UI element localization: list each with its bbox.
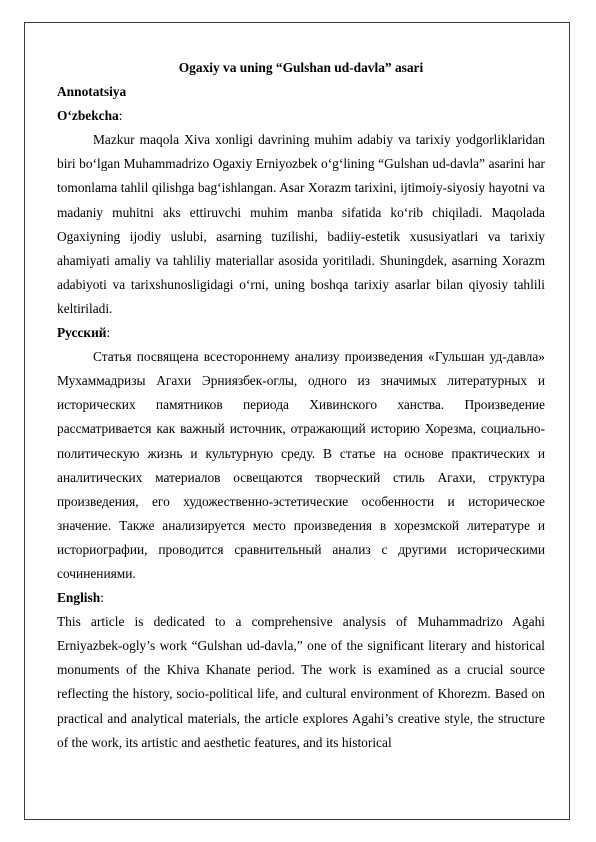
section-label-russian: Русский [57,325,107,341]
annotation-heading: Annotatsiya [57,84,127,100]
abstract-uzbek: Mazkur maqola Xiva xonligi davrining muhim adabiy va tarixiy yodgorliklaridan biri boʻlgan Muhammadrizo Ogaxiy Erniyozbek oʻgʻlining “Gulshan ud-davla” asarini har tomonlama tahlil qilishga bagʻishlangan. Asar Xorazm tarixini, ijtimoiy-siyosiy hayotni va madaniy muhitni aks ettiruvchi muhim manba sifatida koʻrib chiqiladi. Maqolada Ogaxiyning ijodiy uslubi, asarning tuzilishi, badiiy-estetik xususiyatlari va tarixiy ahamiyati amaliy va tahliliy materiallar asosida yoritiladi. Shuningdek, asarning Xorazm adabiyoti va tarixshunosligidagi oʻrni, uning boshqa tarixiy asarlar bilan qiyosiy tahlili keltiriladi. [57,132,545,316]
document-body [57,56,545,755]
article-title: Ogaxiy va uning “Gulshan ud-davla” asari [178,60,424,75]
section-english: English: This article is dedicated to a comprehensive analysis of Muhammadrizo Agahi Erniyazbek-ogly’s work “Gulshan ud-davla,” one of the significant literary and historical monuments of the Khiva Khanate period. The work is examined as a crucial source reflecting the history, socio-political life, and cultural environment of Khorezm. Based on practical and analytical materials, the article explores Agahi’s creative style, the structure of the work, its artistic and aesthetic features, and its historical [57,586,545,755]
section-label-uzbek: Oʻzbekcha [57,108,119,124]
section-label-english: English [57,590,101,606]
section-russian: Русский: Статья посвящена всестороннему анализу произведения «Гульшан уд-давла» Мухаммадризы Агахи Эрниязбек-оглы, одного из значимых литературных и исторических памятников периода Хивинского ханства. Произведение рассматривается как важный источник, отражающий историю Хорезма, социально-политическую жизнь и культурную среду. В статье на основе практических и аналитических материалов освещаются творческий стиль Агахи, структура произведения, его художественно-эстетические особенности и историческое значение. Также анализируется место произведения в хорезмской литературе и историографии, проводится сравнительный анализ с другими историческими сочинениями. [57,321,545,586]
abstract-russian: Статья посвящена всестороннему анализу произведения «Гульшан уд-давла» Мухаммадризы Агахи Эрниязбек-оглы, одного из значимых литературных и исторических памятников периода Хивинского ханства. Произведение рассматривается как важный источник, отражающий историю Хорезма, социально-политическую жизнь и культурную среду. В статье на основе практических и аналитических материалов освещаются творческий стиль Агахи, структура произведения, его художественно-эстетические особенности и историческое значение. Также анализируется место произведения в хорезмской литературе и историографии, проводится сравнительный анализ с другими историческими сочинениями. [57,349,545,581]
abstract-english: This article is dedicated to a comprehensive analysis of Muhammadrizo Agahi Erniyazbek-ogly’s work “Gulshan ud-davla,” one of the significant literary and historical monuments of the Khiva Khanate period. The work is examined as a crucial source reflecting the history, socio-political life, and cultural environment of Khorezm. Based on practical and analytical materials, the article explores Agahi’s creative style, the structure of the work, its artistic and aesthetic features, and its historical [57,614,545,750]
section-uzbek: Oʻzbekcha: Mazkur maqola Xiva xonligi davrining muhim adabiy va tarixiy yodgorliklaridan biri boʻlgan Muhammadrizo Ogaxiy Erniyozbek oʻgʻlining “Gulshan ud-davla” asarini har tomonlama tahlil qilishga bagʻishlangan. Asar Xorazm tarixini, ijtimoiy-siyosiy hayotni va madaniy muhitni aks ettiruvchi muhim manba sifatida koʻrib chiqiladi. Maqolada Ogaxiyning ijodiy uslubi, asarning tuzilishi, badiiy-estetik xususiyatlari va tarixiy ahamiyati amaliy va tahliliy materiallar asosida yoritiladi. Shuningdek, asarning Xorazm adabiyoti va tarixshunosligidagi oʻrni, uning boshqa tarixiy asarlar bilan qiyosiy tahlili keltiriladi. [57,104,545,321]
